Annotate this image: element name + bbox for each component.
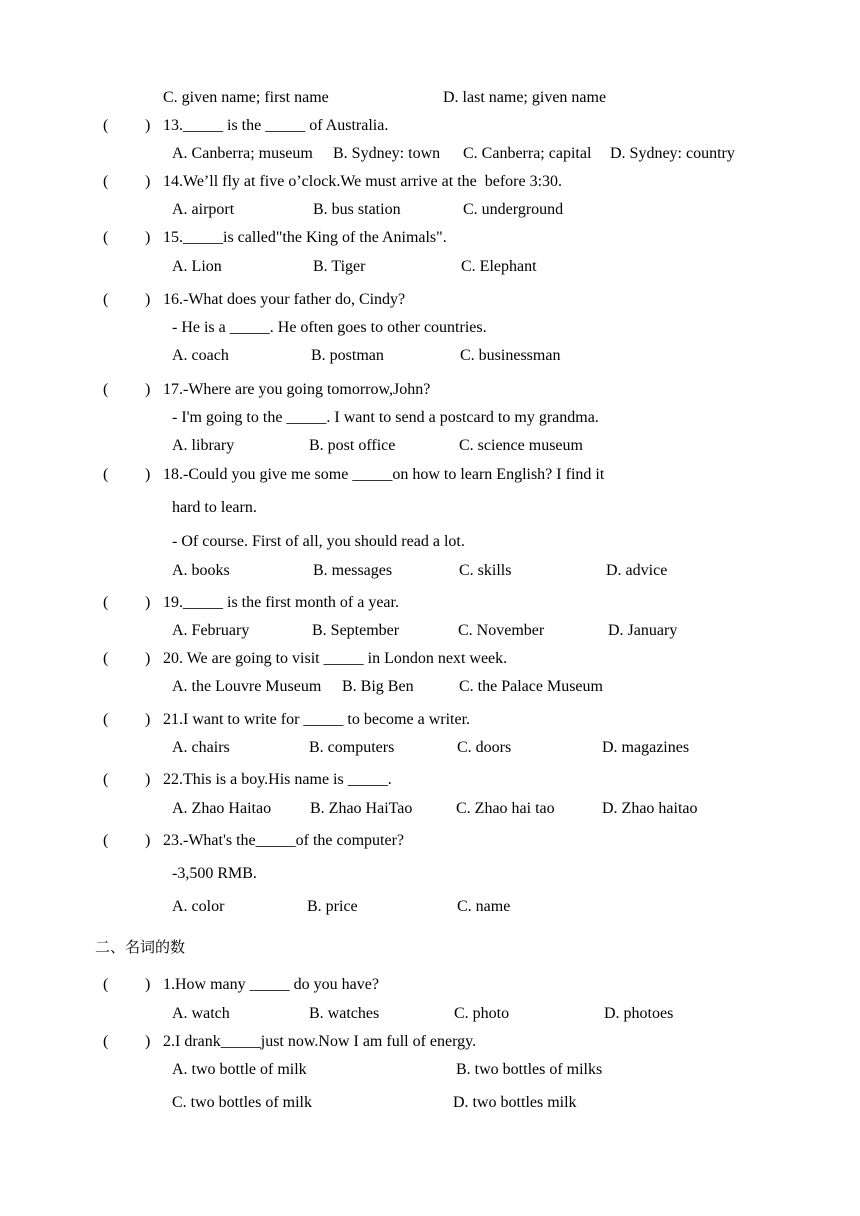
s2q1-option-a: A. watch — [172, 1005, 230, 1022]
question-13-stem: 13._____ is the _____ of Australia. — [163, 117, 389, 134]
q19-option-b: B. September — [312, 622, 400, 639]
q22-option-b: B. Zhao HaiTao — [310, 800, 413, 817]
q12-option-d: D. last name; given name — [443, 89, 607, 106]
s2q1-option-b: B. watches — [309, 1005, 380, 1022]
question-19-stem: 19._____ is the first month of a year. — [163, 594, 399, 611]
question-15-stem: 15._____is called"the King of the Animals". — [163, 229, 447, 246]
q16-option-b: B. postman — [311, 347, 384, 364]
q19-option-c: C. November — [458, 622, 545, 639]
q14-option-c: C. underground — [463, 201, 564, 218]
q17-option-a: A. library — [172, 437, 235, 454]
question-16-stem: 16.-What does your father do, Cindy? — [163, 291, 406, 308]
q13-option-c: C. Canberra; capital — [463, 145, 592, 162]
question-18-line-3: - Of course. First of all, you should read a lot. — [172, 533, 465, 550]
q15-option-a: A. Lion — [172, 258, 222, 275]
q23-option-b: B. price — [307, 898, 358, 915]
q19-option-a: A. February — [172, 622, 250, 639]
s2q1-option-d: D. photoes — [604, 1005, 674, 1022]
q14-option-a: A. airport — [172, 201, 235, 218]
section-heading: 二、名词的数 — [95, 938, 186, 956]
section2-question-1-stem: 1.How many _____ do you have? — [163, 976, 379, 993]
q20-option-c: C. the Palace Museum — [459, 678, 603, 695]
q17-option-c: C. science museum — [459, 437, 583, 454]
q21-option-b: B. computers — [309, 739, 395, 756]
q15-option-c: C. Elephant — [461, 258, 537, 275]
question-22-stem: 22.This is a boy.His name is _____. — [163, 771, 392, 788]
question-17-stem: 17.-Where are you going tomorrow,John? — [163, 381, 431, 398]
q18-option-b: B. messages — [313, 562, 393, 579]
question-23-line-2: -3,500 RMB. — [172, 865, 257, 882]
question-18-stem: 18.-Could you give me some _____on how to learn English? I find it — [163, 466, 605, 483]
q20-option-b: B. Big Ben — [342, 678, 414, 695]
section2-question-2-stem: 2.I drank_____just now.Now I am full of energy. — [163, 1033, 477, 1050]
q18-option-c: C. skills — [459, 562, 512, 579]
q17-option-b: B. post office — [309, 437, 396, 454]
s2q2-option-b: B. two bottles of milks — [456, 1061, 603, 1078]
question-18-line-2: hard to learn. — [172, 499, 257, 516]
q21-option-c: C. doors — [457, 739, 512, 756]
question-16-line-2: - He is a _____. He often goes to other countries. — [172, 319, 487, 336]
q21-option-d: D. magazines — [602, 739, 690, 756]
q19-option-d: D. January — [608, 622, 678, 639]
q20-option-a: A. the Louvre Museum — [172, 678, 322, 695]
q13-option-b: B. Sydney: town — [333, 145, 441, 162]
question-14-stem: 14.We’ll fly at five o’clock.We must arrive at the before 3:30. — [163, 173, 563, 190]
q12-option-c: C. given name; first name — [163, 89, 329, 106]
q16-option-c: C. businessman — [460, 347, 561, 364]
q14-option-b: B. bus station — [313, 201, 401, 218]
question-17-line-2: - I'm going to the _____. I want to send a postcard to my grandma. — [172, 409, 599, 426]
s2q1-option-c: C. photo — [454, 1005, 510, 1022]
s2q2-option-c: C. two bottles of milk — [172, 1094, 312, 1111]
question-23-stem: 23.-What's the_____of the computer? — [163, 832, 405, 849]
q23-option-c: C. name — [457, 898, 511, 915]
q23-option-a: A. color — [172, 898, 225, 915]
q22-option-a: A. Zhao Haitao — [172, 800, 272, 817]
q13-option-d: D. Sydney: country — [610, 145, 735, 162]
question-20-stem: 20. We are going to visit _____ in London next week. — [163, 650, 508, 667]
q21-option-a: A. chairs — [172, 739, 230, 756]
q16-option-a: A. coach — [172, 347, 229, 364]
question-21-stem: 21.I want to write for _____ to become a writer. — [163, 711, 471, 728]
q22-option-c: C. Zhao hai tao — [456, 800, 555, 817]
q22-option-d: D. Zhao haitao — [602, 800, 698, 817]
q13-option-a: A. Canberra; museum — [172, 145, 313, 162]
q15-option-b: B. Tiger — [313, 258, 366, 275]
q18-option-a: A. books — [172, 562, 230, 579]
q18-option-d: D. advice — [606, 562, 668, 579]
s2q2-option-d: D. two bottles milk — [453, 1094, 577, 1111]
s2q2-option-a: A. two bottle of milk — [172, 1061, 307, 1078]
